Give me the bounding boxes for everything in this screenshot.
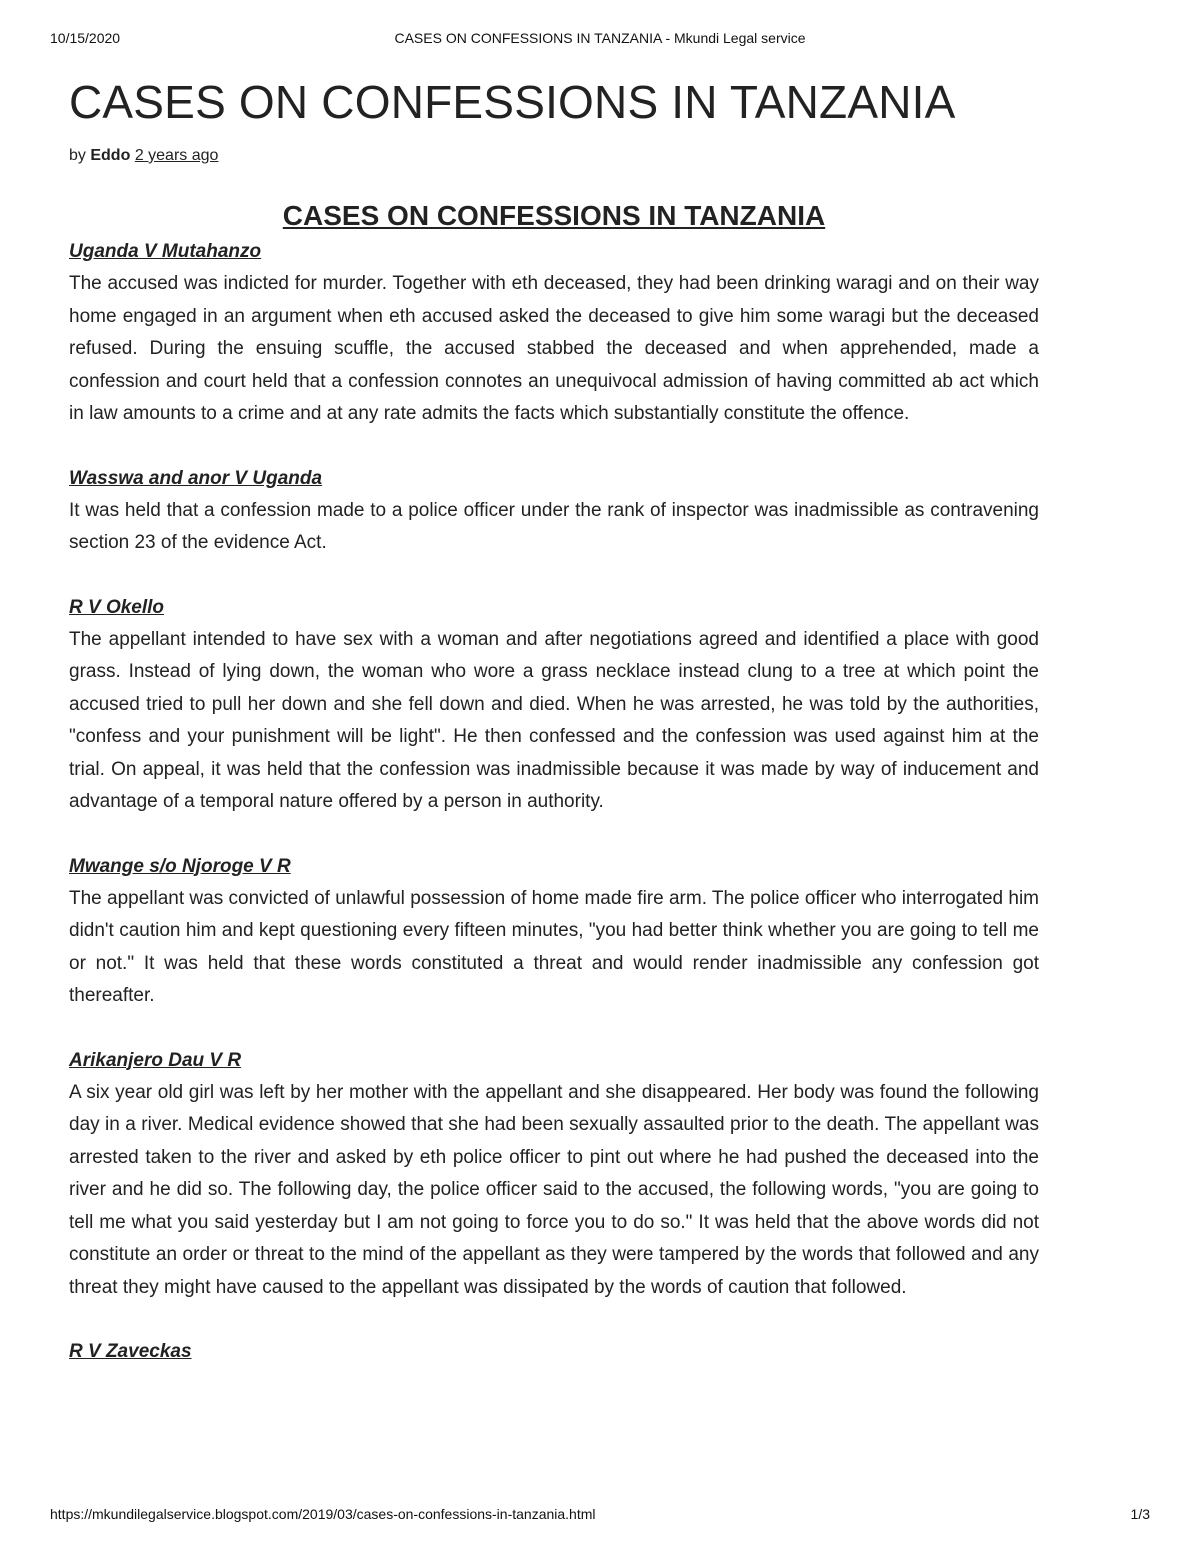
byline bbox=[69, 146, 1039, 166]
author-link[interactable]: Eddo bbox=[90, 147, 131, 164]
case-title: Mwange s/o Njoroge V R bbox=[69, 855, 291, 877]
print-header bbox=[50, 30, 1150, 50]
case-entry bbox=[69, 236, 1039, 431]
case-body: The appellant was convicted of unlawful possession of home made fire arm. The police officer who interrogated him didn't caution him and kept questioning every fifteen minutes, "you had better think whether you are going to tell me or not." It was held that these words constituted a threat and would render inadmissible any confession got thereafter. bbox=[69, 887, 1039, 1006]
case-body: The appellant intended to have sex with a woman and after negotiations agreed and identified a place with good grass. Instead of lying down, the woman who wore a grass necklace instead clung to a tree at which point the accused tried to pull her down and she fell down and died. When he was arrested, he was told by the authorities, "confess and your punishment will be light". He then confessed and the confession was used against him at the trial. On appeal, it was held that the confession was inadmissible because it was made by way of inducement and advantage of a temporal nature offered by a person in authority. bbox=[69, 628, 1039, 812]
article bbox=[69, 72, 1039, 1368]
byline-label: by bbox=[69, 147, 86, 164]
case-title: Arikanjero Dau V R bbox=[69, 1049, 242, 1071]
print-url: https://mkundilegalservice.blogspot.com/2019/03/cases-on-confessions-in-tanzania.html bbox=[50, 1506, 596, 1522]
case-title: R V Okello bbox=[69, 596, 165, 618]
print-page-number: 1/3 bbox=[1130, 1506, 1150, 1522]
case-entry bbox=[69, 1336, 1039, 1368]
case-entry bbox=[69, 851, 1039, 1013]
case-body: It was held that a confession made to a police officer under the rank of inspector was inadmissible as contravening section 23 of the evidence Act. bbox=[69, 499, 1039, 553]
case-title: Uganda V Mutahanzo bbox=[69, 241, 262, 262]
case-entry bbox=[69, 592, 1039, 819]
post-timestamp-link[interactable]: 2 years ago bbox=[134, 147, 219, 164]
case-title: R V Zaveckas bbox=[69, 1341, 192, 1362]
post-title: CASES ON CONFESSIONS IN TANZANIA bbox=[69, 76, 956, 128]
print-footer bbox=[50, 1506, 1150, 1526]
case-body: A six year old girl was left by her mother with the appellant and she disappeared. Her body was found the following day in a river. Medical evidence showed that she had been sexually assaulted prior to the death. The appellant was arrested taken to the river and asked by eth police officer to pint out where he had pushed the deceased into the river and he did so. The following day, the police officer said to the accused, the following words, "you are going to tell me what you said yesterday but I am not going to force you to do so." It was held that the above words did not constitute an order or threat to the mind of the appellant as they were tampered by the words that followed and any threat they might have caused to the appellant was dissipated by the words of caution that followed. bbox=[69, 1081, 1039, 1298]
case-body: The accused was indicted for murder. Together with eth deceased, they had been drinking waragi and on their way home engaged in an argument when eth accused asked the deceased to give him some waragi but the deceased refused. During the ensuing scuffle, the accused stabbed the deceased and when apprehended, made a confession and court held that a confession connotes an unequivocal admission of having committed ab act which in law amounts to a crime and at any rate admits the facts which substantially constitute the offence. bbox=[69, 273, 1039, 424]
section-heading: CASES ON CONFESSIONS IN TANZANIA bbox=[282, 200, 826, 231]
print-page-title: CASES ON CONFESSIONS IN TANZANIA - Mkundi Legal service bbox=[394, 30, 806, 46]
case-title: Wasswa and anor V Uganda bbox=[69, 467, 323, 489]
case-entry bbox=[69, 463, 1039, 560]
case-entry bbox=[69, 1045, 1039, 1305]
print-date: 10/15/2020 bbox=[50, 30, 121, 46]
